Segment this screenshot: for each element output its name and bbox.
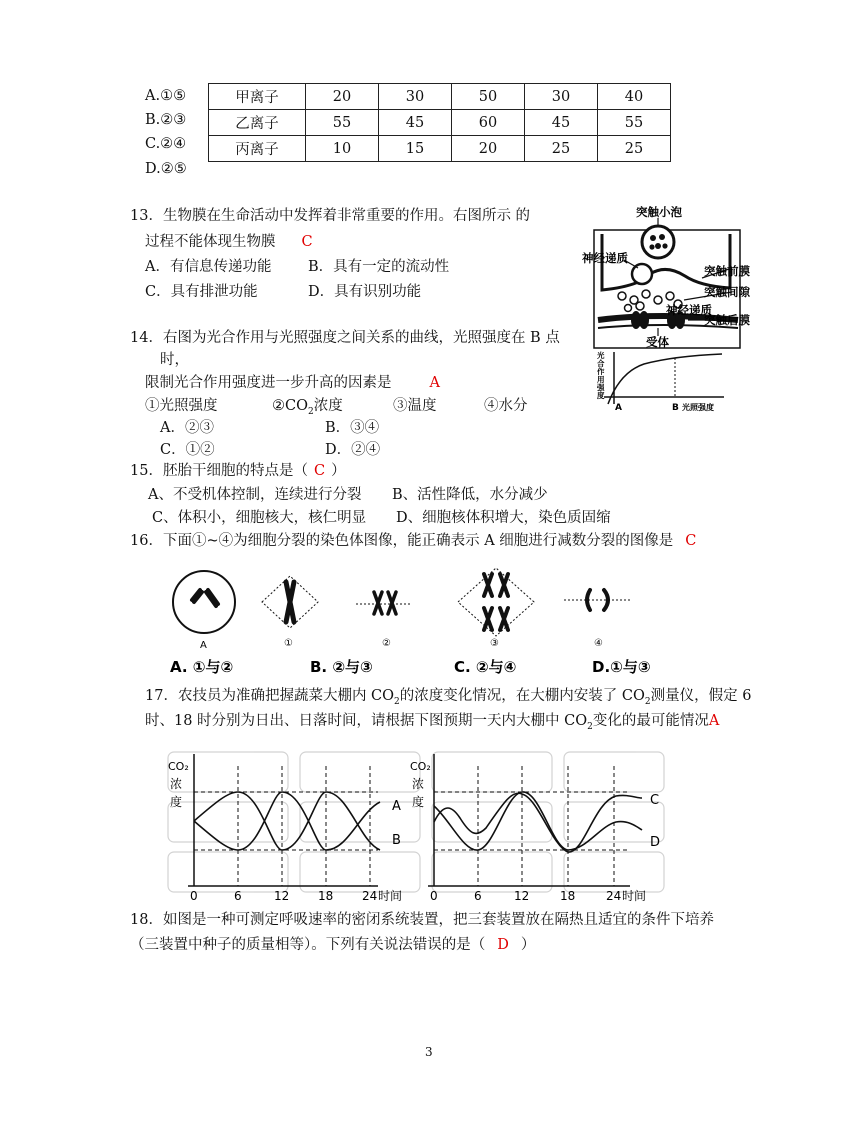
photosynthesis-curve: [594, 350, 734, 422]
label-postsynaptic: 突触后膜: [704, 313, 750, 327]
q12-option-b: B.②③: [145, 112, 187, 128]
label-2: ②: [382, 638, 391, 649]
table-cell: 45: [525, 110, 598, 136]
label-a: A: [200, 640, 207, 651]
right-xtick-18: 18: [560, 889, 576, 903]
q17-stem-line2: [145, 711, 719, 737]
q16-stem: [130, 531, 696, 551]
left-xtick-6: 6: [234, 889, 242, 903]
q13-stem-text: 过程不能体现生物膜: [145, 234, 276, 250]
q17-sub-1: 2: [394, 696, 400, 707]
label-vesicle: 突触小泡: [636, 205, 682, 219]
q18-stem-pre: （三装置中种子的质量相等）。下列有关说法错误的是（: [130, 937, 486, 953]
table-cell: 20: [306, 84, 379, 110]
synapse-diagram: [580, 204, 770, 350]
right-ylabel-1: CO₂: [410, 760, 431, 773]
ion-name: 丙离子: [209, 136, 306, 162]
q17-l1-post: 测量仪，假定 6: [650, 688, 752, 704]
label-transmitter-left: 神经递质: [582, 251, 628, 265]
q12-option-a: A.①⑤: [145, 88, 187, 104]
label-cleft: 突触间隙: [704, 285, 750, 299]
q14-factor-2-post: 浓度: [313, 398, 343, 414]
table-cell: 45: [379, 110, 452, 136]
q13-stem-line2: [145, 232, 313, 252]
q13-answer: C: [301, 234, 313, 250]
table-row: [209, 84, 671, 110]
q16-option-a: A. ①与②: [170, 658, 234, 676]
xlabel: 光照强度: [682, 403, 714, 412]
point-b-label: B: [672, 403, 679, 413]
ylabel-char-6: 度: [597, 391, 605, 400]
q14-factor-2-sub: 2: [307, 406, 314, 417]
table-cell: 30: [525, 84, 598, 110]
q14-factor-3: ③温度: [393, 398, 437, 414]
right-ylabel-2: 浓: [412, 777, 425, 791]
right-ylabel-3: 度: [412, 795, 425, 809]
left-ylabel-1: CO₂: [168, 760, 189, 773]
left-xtick-24: 24: [362, 889, 378, 903]
q15-option-a: A、不受机体控制，连续进行分裂: [148, 487, 362, 503]
right-xunit: 时间: [622, 889, 647, 903]
q17-sub-3: 2: [587, 721, 593, 732]
q14-stem-text: 限制光合作用强度进一步升高的因素是: [145, 375, 392, 391]
curve-b-label: B: [392, 833, 401, 848]
table-cell: 30: [379, 84, 452, 110]
ylabel-char-3: 作: [597, 367, 605, 376]
q16-answer: C: [685, 533, 697, 549]
right-xtick-0: 0: [430, 889, 438, 903]
ion-name: 乙离子: [209, 110, 306, 136]
q17-stem-line1: [145, 686, 751, 712]
q14-answer: A: [429, 375, 440, 391]
cell-division-figure: [160, 560, 680, 680]
table-cell: 60: [452, 110, 525, 136]
ylabel-char-1: 光: [597, 351, 605, 360]
q14-factor-2-pre: ②CO: [272, 398, 308, 414]
q14-factor-4: ④水分: [484, 398, 528, 414]
table-cell: 40: [598, 84, 671, 110]
table-cell: 55: [306, 110, 379, 136]
table-cell: 25: [598, 136, 671, 162]
table-cell: 50: [452, 84, 525, 110]
table-cell: 15: [379, 136, 452, 162]
q17-answer: A: [708, 713, 720, 729]
q13-option-c: C．具有排泄功能: [145, 284, 258, 300]
right-xtick-6: 6: [474, 889, 482, 903]
point-a-label: A: [615, 403, 622, 413]
q17-l2-post: 变化的最可能情况: [592, 713, 709, 729]
q18-stem-post: ）: [520, 937, 536, 953]
q13-stem-line1: 13．生物膜在生命活动中发挥着非常重要的作用。右图所示 的: [130, 208, 531, 224]
table-cell: 25: [525, 136, 598, 162]
q18-answer: D: [497, 937, 509, 953]
q14-stem-line2: 时，: [160, 352, 189, 368]
table-row: [209, 136, 671, 162]
right-xtick-12: 12: [514, 889, 530, 903]
q13-option-d: D．具有识别功能: [308, 284, 422, 300]
q17-l1-pre: 17．农技员为准确把握蔬菜大棚内 CO: [145, 688, 395, 704]
co2-chart: [160, 742, 672, 912]
table-row: [209, 110, 671, 136]
q16-option-d: D.①与③: [592, 658, 651, 676]
q18-stem-line1: 18．如图是一种可测定呼吸速率的密闭系统装置，把三套装置放在隔热且适宜的条件下培养: [130, 912, 714, 928]
ion-name: 甲离子: [209, 84, 306, 110]
q14-stem-line1: 14．右图为光合作用与光照强度之间关系的曲线，光照强度在 B 点: [130, 330, 560, 346]
q17-l2-pre: 时、18 时分别为日出、日落时间，请根据下图预期一天内大棚中 CO: [145, 713, 588, 729]
q15-option-b: B、活性降低，水分减少: [392, 487, 548, 503]
q18-stem-line2: [130, 935, 535, 955]
curve-a-label: A: [392, 799, 401, 814]
left-xtick-12: 12: [274, 889, 290, 903]
q16-option-b: B. ②与③: [310, 658, 373, 676]
q17-l1-mid: 的浓度变化情况，在大棚内安装了 CO: [399, 688, 645, 704]
left-xunit: 时间: [378, 889, 403, 903]
q14-option-d: D．②④: [325, 442, 381, 458]
q15-stem-post: ）: [331, 463, 346, 479]
q12-option-d: D.②⑤: [145, 161, 187, 177]
ylabel-char-5: 强: [597, 383, 605, 392]
q15-option-c: C、体积小，细胞核大，核仁明显: [152, 510, 367, 526]
q13-option-b: B．具有一定的流动性: [308, 259, 450, 275]
q16-option-c: C. ②与④: [454, 658, 517, 676]
q15-stem-pre: 15．胚胎干细胞的特点是（: [130, 463, 308, 479]
ylabel-char-2: 合: [597, 359, 605, 368]
label-presynaptic: 突触前膜: [704, 264, 750, 278]
page-number: 3: [425, 1045, 433, 1059]
q15-answer: C: [313, 463, 326, 479]
ylabel-char-4: 用: [597, 375, 605, 384]
q12-option-c: C.②④: [145, 136, 187, 152]
label-transmitter-right: 神经递质: [666, 303, 712, 317]
table-cell: 20: [452, 136, 525, 162]
q14-option-c: C．①②: [160, 442, 215, 458]
left-xtick-0: 0: [190, 889, 198, 903]
q14-option-b: B．③④: [325, 420, 380, 436]
q17-sub-2: 2: [644, 696, 651, 707]
label-receptor: 受体: [646, 335, 669, 349]
q14-option-a: A．②③: [160, 420, 214, 436]
q14-stem-line3: [145, 373, 440, 393]
label-3: ③: [490, 638, 499, 649]
q16-stem-text: 16．下面①~④为细胞分裂的染色体图像，能正确表示 A 细胞进行减数分裂的图像是: [130, 533, 674, 549]
curve-c-label: C: [650, 793, 660, 808]
q14-factor-1: ①光照强度: [145, 398, 218, 414]
q15-option-d: D、细胞核体积增大，染色质固缩: [396, 510, 611, 526]
left-ylabel-3: 度: [170, 795, 183, 809]
right-xtick-24: 24: [606, 889, 622, 903]
table-cell: 55: [598, 110, 671, 136]
table-cell: 10: [306, 136, 379, 162]
curve-d-label: D: [650, 835, 661, 850]
q15-stem: [130, 461, 346, 481]
q13-option-a: A．有信息传递功能: [145, 259, 272, 275]
left-ylabel-2: 浓: [170, 777, 183, 791]
label-4: ④: [594, 638, 603, 649]
ion-table: [208, 83, 671, 162]
label-1: ①: [284, 638, 293, 649]
left-xtick-18: 18: [318, 889, 334, 903]
